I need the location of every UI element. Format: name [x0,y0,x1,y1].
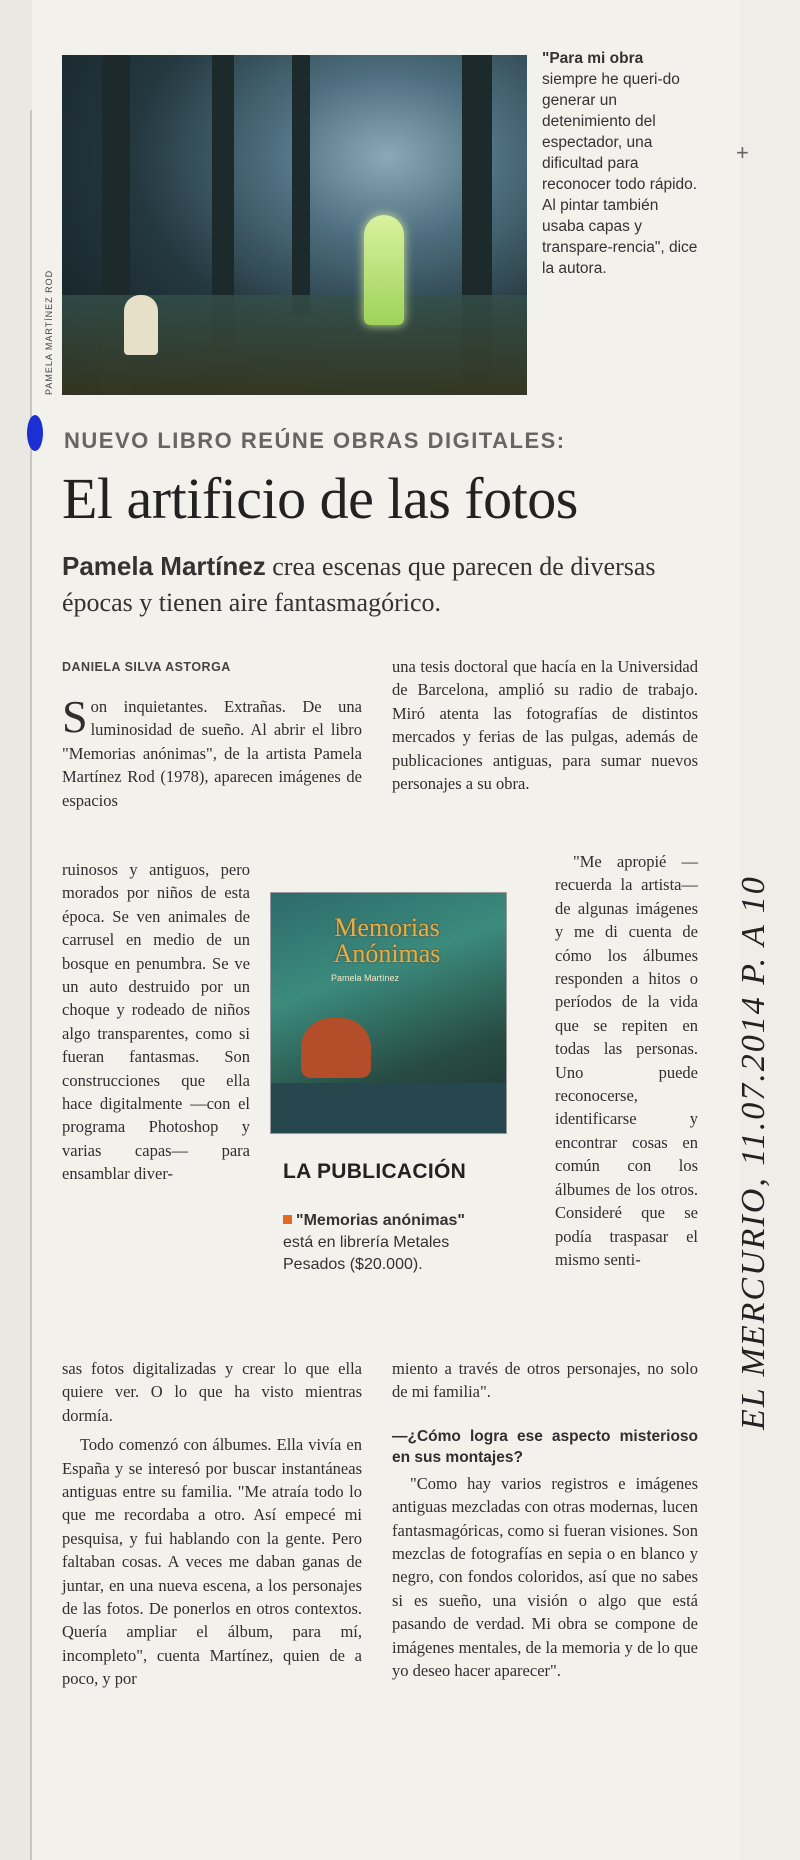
cover-water [271,1083,506,1133]
handwritten-source-note: EL MERCURIO, 11.07.2014 P. A 10 [735,875,772,1430]
subhead-rest: crea escenas que parecen de diversas épocas y tienen aire fantasmagórico. [62,552,656,617]
body-column-2-bottom [392,1357,698,1682]
plus-mark: + [736,140,749,165]
paragraph-1c: sas fotos digitalizadas y crear lo que ella quiere ver. O lo que ha visto mientras dormía. [62,1359,362,1425]
ghost-figure [364,215,404,325]
paragraph-3c: miento a través de otros personajes, no solo de mi familia". [392,1359,698,1402]
book-cover [270,892,507,1134]
photo-credit: PAMELA MARTÍNEZ ROD [44,269,54,395]
body-column-1-bottom [62,1357,362,1691]
body-column-1-middle [62,858,250,1186]
fold-line [30,110,32,1860]
body-column-1-top [62,691,362,812]
caption-lead: "Para mi obra [542,50,644,67]
child-figure [124,295,158,355]
publication-title: LA PUBLICACIÓN [283,1160,467,1183]
drop-cap: S [62,691,88,742]
book-author: Pamela Martínez [331,973,400,983]
interview-question: —¿Cómo logra ese aspecto misterioso en sus montajes? [392,1427,698,1466]
subhead [62,548,682,621]
headline: El artificio de las fotos [62,466,578,531]
body-column-2-middle [555,850,698,1271]
bullet-square-icon [283,1215,292,1224]
artwork-photo [62,55,527,395]
paper-left-edge [0,0,32,1860]
photo-caption [542,48,700,279]
publication-rest: está en librería Metales Pesados ($20.000). [283,1234,450,1273]
paragraph-1a: on inquietantes. Extrañas. De una luminosidad de sueño. Al abrir el libro "Memorias anónimas", de la artista Pamela Martínez Rod (1978), aparecen imágenes de espacios [62,697,362,810]
body-column-2-top [392,655,698,795]
caption-text: siempre he queri-do generar un detenimiento del espectador, una dificultad para reconocer todo rápido. Al pintar también usaba capas y transpare-rencia", dice la autora. [542,71,698,277]
paragraph-3b: "Me apropié —recuerda la artista— de algunas imágenes y me di cuenta de cómo los álbumes responden a hitos o períodos de la vida que se repiten en todas las personas. Uno puede reconocerse, identificarse y encontrar cosas en común con los álbumes de los otros. Consideré que se podía traspasar el mismo senti- [555,852,698,1269]
publication-info [283,1210,493,1276]
interview-answer: "Como hay varios registros e imágenes antiguas mezcladas con otras modernas, lucen fantasmagóricas, como si fueran visiones. Son mezclas de fotografías en sepia o en blanco y negro, con fondos coloridos, así que no sabes si es sueño, una visión o algo que está pasando de verdad. Mi obra se compone de imágenes mentales, de la memoria y de lo que yo deseo hacer aparecer". [392,1473,698,1681]
subhead-name: Pamela Martínez [62,551,266,581]
book-title: Memorias Anónimas [333,913,441,968]
paragraph-1b: ruinosos y antiguos, pero morados por niños de esta época. Se ven animales de carrusel en medio de un bosque en penumbra. Se ve un auto destruido por un choque y rodeado de niños algo transparentes, como si fueran fantasmas. Son construcciones que ella hace digitalmente —con el programa Photoshop y varias capas— para ensamblar diver- [62,860,250,1184]
paragraph-2: Todo comenzó con álbumes. Ella vivía en España y se interesó por buscar instantáneas antiguas entre su familia. "Me atraía todo lo que me recordaba a otro. Así empecé mi pesquisa, y fui hablando con la gente. Pero faltaban cosas. A veces me daban ganas de juntar, en una nueva escena, a los personajes de las fotos. De ponerlos en otros contextos. Quería ampliar el álbum, para mí, incompleto", cuenta Martínez, quien de a poco, y por [62,1435,362,1689]
ink-dot [27,415,43,451]
paragraph-3a: una tesis doctoral que hacía en la Universidad de Barcelona, amplió su radio de trabajo. Miró atenta las fotografías de distintos mercados y ferias de las pulgas, además de publicaciones antiguas, para sumar nuevos personajes a su obra. [392,657,698,794]
byline: DANIELA SILVA ASTORGA [62,660,231,674]
publication-book-name: "Memorias anónimas" [296,1212,465,1229]
kicker: NUEVO LIBRO REÚNE OBRAS DIGITALES: [64,428,566,453]
deer-figure [301,1018,371,1078]
